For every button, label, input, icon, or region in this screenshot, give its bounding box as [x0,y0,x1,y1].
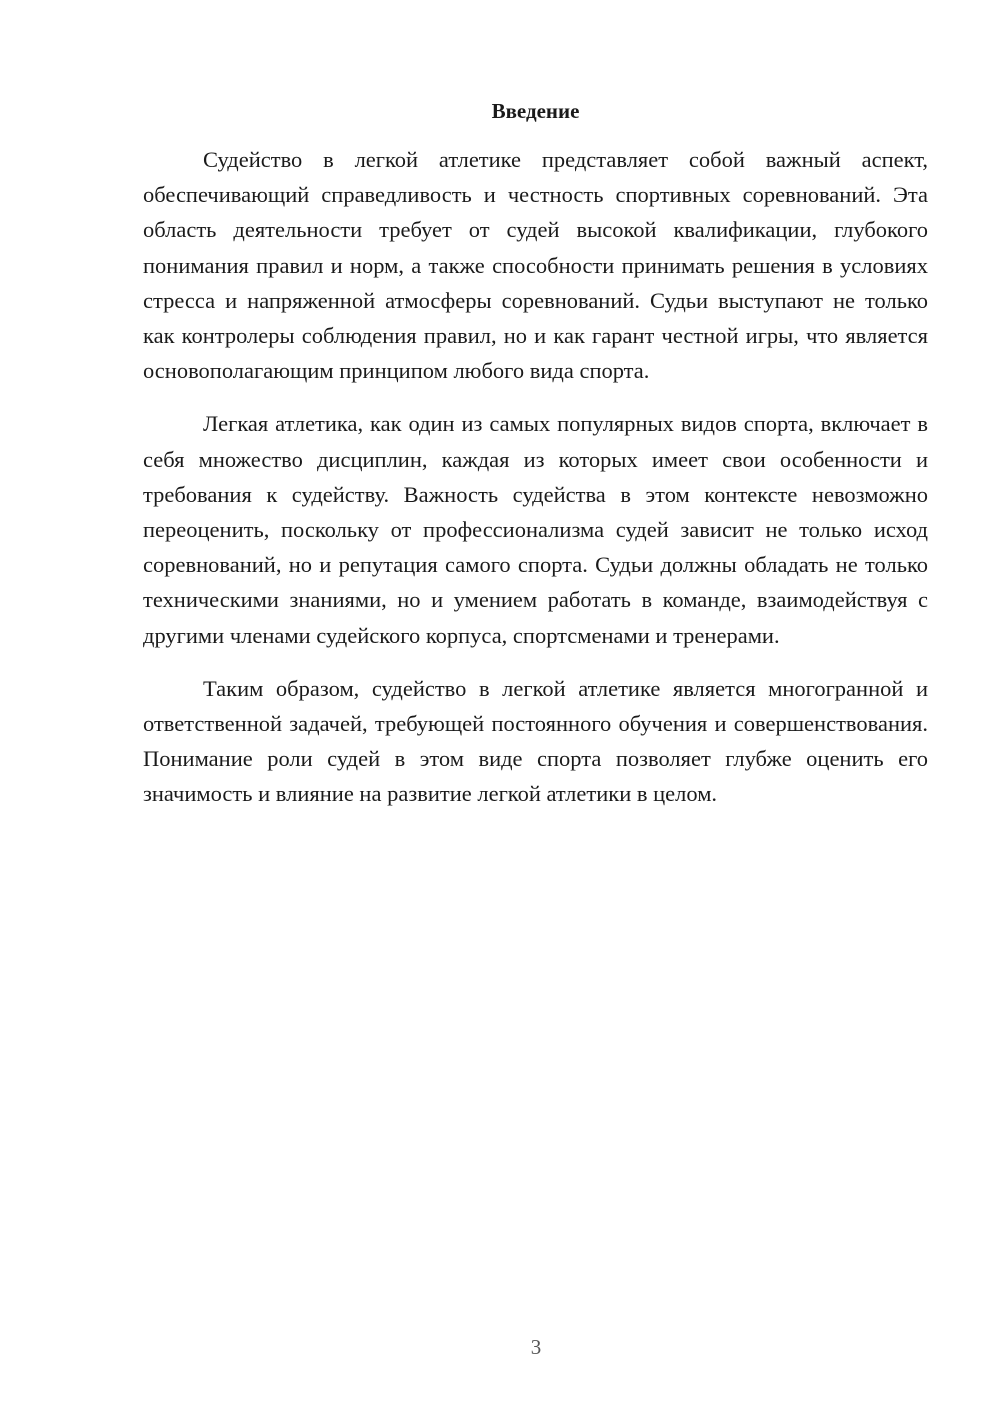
section-heading: Введение [491,99,580,123]
paragraph-1: Судейство в легкой атлетике представляет собой важный аспект, обеспечивающий справедливость и честность спортивных соревнований. Эта область деятельности требует от судей высокой квалификации, глубокого понимания правил и норм, а также способности принимать решения в условиях стресса и напряженной атмосферы соревнований. Судьи выступают не только как контролеры соблюдения правил, но и как гарант честной игры, что является основополагающим принципом любого вида спорта. [143,147,928,384]
paragraph-2: Легкая атлетика, как один из самых популярных видов спорта, включает в себя множество дисциплин, каждая из которых имеет свои особенности и требования к судейству. Важность судейства в этом контексте невозможно переоценить, поскольку от профессионализма судей зависит не только исход соревнований, но и репутация самого спорта. Судьи должны обладать не только техническими знаниями, но и умением работать в команде, взаимодействуя с другими членами судейского корпуса, спортсменами и тренерами. [143,411,928,648]
document-body [143,142,928,830]
page-number: 3 [530,1335,542,1359]
paragraph-3: Таким образом, судейство в легкой атлетике является многогранной и ответственной задачей, требующей постоянного обучения и совершенствования. Понимание роли судей в этом виде спорта позволяет глубже оценить его значимость и влияние на развитие легкой атлетики в целом. [143,675,928,807]
